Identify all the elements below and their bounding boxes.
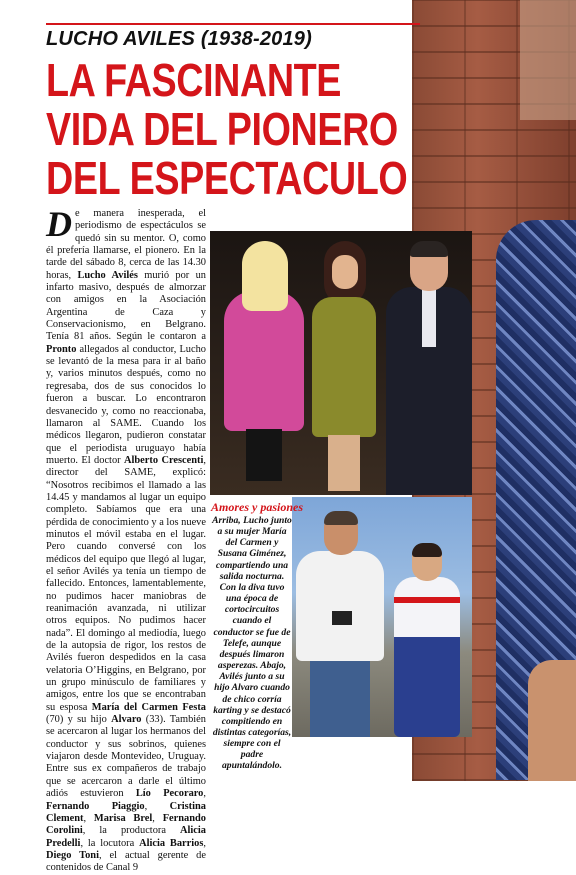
photo-karting — [292, 497, 472, 737]
headline-line: DEL ESPECTACULO — [46, 152, 408, 204]
person-figure — [306, 241, 382, 491]
body-text: allegados al conductor, Lucho se levantó de la mesa para ir al baño y, varios minutos después, como no regresaba, dos de sus conocidos lo fueron a buscar. Lo encontraron desvanecido y, como no reaccionaba, llamaron al SAME. Cuando los médicos llegaron, pudieron constatar que el periodista uruguayo había muerto. El doctor — [46, 343, 206, 466]
article-kicker: LUCHO AVILES (1938-2019) — [46, 28, 312, 50]
bold-name: Alvaro — [111, 714, 142, 726]
bold-name: Fernando Piaggio — [46, 800, 145, 812]
body-text: , la productora — [82, 825, 181, 837]
bold-name: Lío Pecoraro — [135, 788, 204, 800]
bold-name: Lucho Avilés — [77, 269, 138, 281]
headline-line: VIDA DEL PIONERO — [46, 103, 398, 155]
body-text: , — [83, 812, 94, 824]
bold-name: Alicia Predelli — [46, 825, 206, 849]
bold-name: María del Carmen Festa — [91, 701, 206, 713]
drop-cap: D — [46, 204, 72, 244]
body-text: , — [152, 812, 163, 824]
person-figure — [224, 241, 304, 481]
body-text: , — [203, 837, 207, 849]
body-text: (70) y su hijo — [46, 714, 112, 726]
bold-name: Marisa Brel — [93, 812, 153, 824]
photo-night-outing — [210, 231, 472, 495]
body-text: e manera inesperada, el periodismo de espectáculos se quedó sin su mentor. O, como él prefería llamarse, el pionero. En la tarde del sábado 8, cerca de las 14.30 horas, — [46, 208, 206, 281]
person-figure — [296, 511, 384, 737]
caption-title: Amores y pasiones — [211, 500, 304, 514]
body-text: , — [203, 788, 206, 800]
headline-line: LA FASCINANTE — [46, 54, 342, 106]
body-text: murió por un infarto masivo, después de almorzar con amigos en la Asociación Argentina de Caza y Conservacionismo, en Belgrano. Tenía 81 años. Según le contaron a — [46, 269, 206, 343]
header-rule — [46, 23, 420, 25]
person-figure — [392, 543, 462, 737]
bold-name: Fernando Corolini — [46, 812, 206, 837]
body-text: (33). También se acercaron al lugar los hermanos del conductor y sus sobrinos, quienes viajaron desde Montevideo, Uruguay. Entre sus ex compañeros de trabajo que se acercaron a darle el último adiós estuvieron — [46, 714, 206, 800]
background-photo-detail — [520, 0, 576, 120]
bold-name: Alberto Crescenti — [124, 454, 204, 466]
body-text: , la locutora — [80, 837, 140, 849]
bold-name: Alicia Barrios — [139, 837, 204, 849]
article-body — [46, 204, 207, 875]
body-text: , director del SAME, explicó: “Nosotros recibimos el llamado a las 14.45 y mandamos al lugar un equipo completo. Sabíamos que era una pérdida de conocimiento y a los nueve minutos el móvil estaba en el lugar. Pero cuando conversé con los médicos del equipo que llegó al lugar, el señor Avilés ya tenía un tiempo de fallecido. Entonces, lamentablemente, no pudimos hacer maniobras de reanimación avanzada, ni utilizar otros equipos. No pudimos hacer nada”. El domingo al mediodía, luego de la autopsia de rigor, los restos de Avilés fueron despedidos en la casa velatoria O’Higgins, en Belgrano, por un grupo minúsculo de familiares y amigos, entre los que se encontraban su esposa — [46, 454, 206, 713]
article-headline — [46, 56, 426, 203]
bold-name: Diego Toni — [46, 849, 99, 861]
body-text: , — [144, 800, 170, 812]
bold-name: Pronto — [46, 343, 77, 355]
person-figure — [386, 241, 472, 495]
body-text: , el actual gerente de contenidos de Canal 9 — [46, 849, 206, 874]
bold-name: Cristina Clement — [46, 800, 206, 824]
photo-caption: Arriba, Lucho junto a su mujer María del Carmen y Susana Giménez, compartiendo una salida nocturna. Con la diva tuvo una época de cortocircuitos cuando el conductor se fue de Telefe, aunque después limaron asperezas. Abajo, Avilés junto a su hijo Alvaro cuando de chico corría karting y se destacó compitiendo en distintas categorías, siempre con el padre apuntalándolo. — [212, 515, 292, 772]
hand-photo — [528, 660, 576, 781]
